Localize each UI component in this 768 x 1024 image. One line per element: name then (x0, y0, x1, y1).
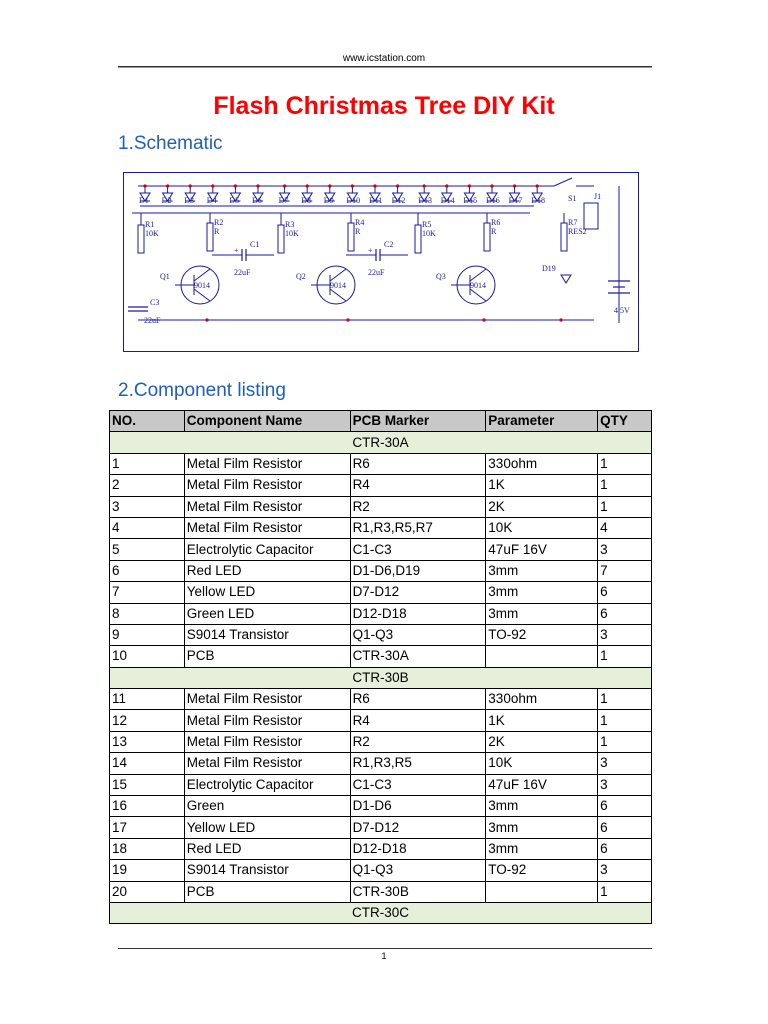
cell-component-name: Metal Film Resistor (184, 517, 350, 538)
schematic-diagram (123, 172, 639, 352)
resistor-label: R4 (355, 218, 365, 227)
cell-component-name: Electrolytic Capacitor (184, 774, 350, 795)
cell-parameter: 3mm (486, 838, 598, 859)
resistor-value: R (214, 227, 220, 236)
led-label: D8 (301, 196, 311, 205)
cell-qty: 1 (598, 689, 652, 710)
cell-parameter: 10K (486, 753, 598, 774)
cell-pcb-marker: D1-D6 (350, 796, 486, 817)
cell-parameter: 1K (486, 475, 598, 496)
cell-qty: 1 (598, 646, 652, 667)
led-label: D15 (463, 196, 478, 205)
transistor-label: Q3 (436, 272, 446, 281)
cell-qty: 1 (598, 453, 652, 474)
cell-component-name: Red LED (184, 838, 350, 859)
schematic-svg (124, 173, 638, 351)
col-header-component-name: Component Name (184, 411, 350, 432)
wire-junction (256, 184, 259, 187)
cell-component-name: Metal Film Resistor (184, 475, 350, 496)
table-row (110, 496, 652, 517)
cell-component-name: S9014 Transistor (184, 624, 350, 645)
cell-pcb-marker: D12-D18 (350, 603, 486, 624)
cell-qty: 3 (598, 774, 652, 795)
cell-parameter: 2K (486, 731, 598, 752)
cell-component-name: Green (184, 796, 350, 817)
cell-qty: 3 (598, 539, 652, 560)
wire-junction (373, 184, 376, 187)
cell-no: 17 (110, 817, 185, 838)
cell-qty: 3 (598, 753, 652, 774)
jack-label: J1 (594, 192, 602, 201)
cell-parameter (486, 646, 598, 667)
led-label: D2 (161, 196, 172, 205)
table-header-row (110, 411, 652, 432)
transistor-collector (470, 269, 486, 281)
col-header-qty: QTY (598, 411, 652, 432)
cell-pcb-marker: R4 (350, 710, 486, 731)
cell-parameter: 3mm (486, 817, 598, 838)
led-label: D18 (531, 196, 545, 205)
header-url: www.icstation.com (342, 53, 426, 64)
col-header-pcb-marker: PCB Marker (350, 411, 486, 432)
table-row (110, 582, 652, 603)
cell-qty: 1 (598, 496, 652, 517)
cell-pcb-marker: Q1-Q3 (350, 860, 486, 881)
transistor-collector (330, 269, 346, 281)
cell-component-name: Metal Film Resistor (184, 753, 350, 774)
led-chain (139, 186, 545, 205)
table-row (110, 646, 652, 667)
cell-qty: 6 (598, 582, 652, 603)
resistor-value: R (355, 227, 361, 236)
capacitor-value: 22uF (144, 316, 161, 325)
page-number: 1 (381, 951, 387, 961)
cell-no: 16 (110, 796, 185, 817)
cell-qty: 1 (598, 475, 652, 496)
cell-component-name: Metal Film Resistor (184, 689, 350, 710)
cell-no: 10 (110, 646, 185, 667)
group-row (110, 432, 652, 453)
cell-component-name: Yellow LED (184, 817, 350, 838)
cell-no: 12 (110, 710, 185, 731)
transistor-collector (194, 269, 210, 281)
led-label: D13 (418, 196, 432, 205)
wire-junction (445, 184, 448, 187)
table-row (110, 539, 652, 560)
cell-parameter: 47uF 16V (486, 539, 598, 560)
led-label: D16 (486, 196, 500, 205)
cell-component-name: Metal Film Resistor (184, 731, 350, 752)
cell-no: 2 (110, 475, 185, 496)
resistor-label: R2 (214, 218, 224, 227)
wire-junction (351, 184, 354, 187)
cell-no: 1 (110, 453, 185, 474)
cell-parameter: 330ohm (486, 453, 598, 474)
wire-junction (211, 184, 214, 187)
resistor-value: RES2 (568, 227, 587, 236)
led-label: D6 (252, 196, 262, 205)
cell-qty: 4 (598, 517, 652, 538)
table-row (110, 881, 652, 902)
cell-pcb-marker: R1,R3,R5 (350, 753, 486, 774)
group-label: CTR-30B (110, 667, 652, 688)
resistor-body (138, 225, 144, 253)
cell-component-name: Green LED (184, 603, 350, 624)
table-row (110, 475, 652, 496)
cell-pcb-marker: CTR-30B (350, 881, 486, 902)
resistor-body (561, 223, 567, 251)
cell-component-name: S9014 Transistor (184, 860, 350, 881)
wire-junction (559, 318, 562, 321)
table-row (110, 624, 652, 645)
indicator-led-symbol (561, 275, 571, 283)
cell-component-name: Electrolytic Capacitor (184, 539, 350, 560)
group-row (110, 667, 652, 688)
battery-label: 4.5V (614, 306, 630, 315)
table-row (110, 453, 652, 474)
resistor-label: R3 (285, 220, 295, 229)
table-row (110, 689, 652, 710)
led-label: D1 (139, 196, 149, 205)
cell-pcb-marker: R2 (350, 731, 486, 752)
col-header-parameter: Parameter (486, 411, 598, 432)
transistor-label: Q1 (160, 272, 170, 281)
wire-junction (328, 184, 331, 187)
cell-parameter: 1K (486, 710, 598, 731)
wire-junction (490, 184, 493, 187)
cell-component-name: PCB (184, 881, 350, 902)
table-row (110, 731, 652, 752)
cell-component-name: Metal Film Resistor (184, 496, 350, 517)
resistor-body (207, 223, 213, 251)
led-label: D12 (391, 196, 406, 205)
cell-qty: 6 (598, 603, 652, 624)
cell-no: 13 (110, 731, 185, 752)
cell-pcb-marker: R6 (350, 453, 486, 474)
resistor-value: 10K (285, 229, 299, 238)
cell-no: 19 (110, 860, 185, 881)
wire-junction (306, 184, 309, 187)
cell-pcb-marker: D7-D12 (350, 817, 486, 838)
cell-no: 6 (110, 560, 185, 581)
resistor-value: R (491, 227, 497, 236)
cell-pcb-marker: C1-C3 (350, 774, 486, 795)
led-label: D17 (508, 196, 523, 205)
capacitor-label: C2 (384, 240, 394, 249)
wire-junction (189, 184, 192, 187)
cell-component-name: Metal Film Resistor (184, 453, 350, 474)
cell-qty: 3 (598, 624, 652, 645)
resistor-label: R7 (568, 218, 578, 227)
cell-parameter: 10K (486, 517, 598, 538)
led-label: D10 (346, 196, 361, 205)
cell-component-name: Red LED (184, 560, 350, 581)
cell-qty: 6 (598, 838, 652, 859)
led-label: D14 (440, 196, 455, 205)
cell-no: 5 (110, 539, 185, 560)
cell-no: 15 (110, 774, 185, 795)
led-label: D3 (184, 196, 194, 205)
table-row (110, 603, 652, 624)
cell-parameter: 2K (486, 496, 598, 517)
table-row (110, 517, 652, 538)
resistor-label: R1 (145, 220, 155, 229)
component-table (109, 410, 652, 924)
cell-pcb-marker: R4 (350, 475, 486, 496)
resistor-label: R5 (422, 220, 432, 229)
capacitor-label: C1 (250, 240, 260, 249)
document-title: Flash Christmas Tree DIY Kit (213, 92, 555, 120)
cell-no: 11 (110, 689, 185, 710)
cell-qty: 6 (598, 796, 652, 817)
led-label: D5 (229, 196, 240, 205)
cell-parameter (486, 881, 598, 902)
footer-divider (118, 948, 652, 949)
indicator-led-label: D19 (542, 264, 556, 273)
header-divider (118, 66, 652, 68)
section-heading-component-listing: 2.Component listing (118, 380, 286, 401)
transistor-model: 9014 (330, 281, 346, 290)
cell-no: 20 (110, 881, 185, 902)
wire-junction (513, 184, 516, 187)
switch-blade (554, 178, 572, 186)
cell-component-name: PCB (184, 646, 350, 667)
resistor-body (278, 225, 284, 253)
cell-parameter: 3mm (486, 603, 598, 624)
resistor-body (348, 223, 354, 251)
capacitor-value: 22uF (368, 268, 385, 277)
led-label: D7 (278, 196, 289, 205)
cell-pcb-marker: D7-D12 (350, 582, 486, 603)
cell-no: 3 (110, 496, 185, 517)
cell-no: 8 (110, 603, 185, 624)
cell-pcb-marker: D12-D18 (350, 838, 486, 859)
cell-no: 4 (110, 517, 185, 538)
transistor-emitter (194, 289, 210, 301)
cell-pcb-marker: Q1-Q3 (350, 624, 486, 645)
col-header-no: NO. (110, 411, 185, 432)
wire-junction (423, 184, 426, 187)
cell-parameter: 3mm (486, 796, 598, 817)
group-label: CTR-30A (110, 432, 652, 453)
cell-component-name: Yellow LED (184, 582, 350, 603)
cell-parameter: TO-92 (486, 624, 598, 645)
wire-junction (234, 184, 237, 187)
cell-no: 14 (110, 753, 185, 774)
table-row (110, 710, 652, 731)
cell-no: 7 (110, 582, 185, 603)
cell-parameter: 330ohm (486, 689, 598, 710)
cell-no: 18 (110, 838, 185, 859)
resistor-body (484, 223, 490, 251)
capacitor-polarity: + (368, 246, 373, 255)
cell-qty: 3 (598, 860, 652, 881)
capacitor-value: 22uF (234, 268, 251, 277)
table-row (110, 817, 652, 838)
wire-junction (143, 184, 146, 187)
wire-junction (166, 184, 169, 187)
cell-pcb-marker: CTR-30A (350, 646, 486, 667)
resistor-value: 10K (145, 229, 159, 238)
group-row (110, 902, 652, 923)
cell-pcb-marker: R6 (350, 689, 486, 710)
cell-qty: 7 (598, 560, 652, 581)
table-row (110, 838, 652, 859)
cell-qty: 6 (598, 817, 652, 838)
cell-qty: 1 (598, 731, 652, 752)
capacitor-label: C3 (150, 298, 160, 307)
cell-qty: 1 (598, 881, 652, 902)
led-label: D11 (369, 196, 383, 205)
transistor-emitter (330, 289, 346, 301)
wire-junction (482, 318, 485, 321)
resistor-label: R6 (491, 218, 501, 227)
capacitor-polarity: + (234, 246, 239, 255)
cell-pcb-marker: C1-C3 (350, 539, 486, 560)
transistor-label: Q2 (296, 272, 306, 281)
table-row (110, 774, 652, 795)
cell-pcb-marker: R1,R3,R5,R7 (350, 517, 486, 538)
transistor-model: 9014 (470, 281, 486, 290)
transistor-emitter (470, 289, 486, 301)
table-row (110, 796, 652, 817)
led-label: D4 (206, 196, 217, 205)
section-heading-schematic: 1.Schematic (118, 133, 223, 154)
switch-label: S1 (568, 194, 577, 203)
table-row (110, 860, 652, 881)
table-row (110, 753, 652, 774)
group-label: CTR-30C (110, 902, 652, 923)
jack-body (584, 203, 598, 229)
wire-junction (205, 318, 208, 321)
cell-parameter: 3mm (486, 582, 598, 603)
cell-pcb-marker: D1-D6,D19 (350, 560, 486, 581)
wire-junction (468, 184, 471, 187)
cell-parameter: 3mm (486, 560, 598, 581)
transistor-model: 9014 (194, 281, 210, 290)
cell-no: 9 (110, 624, 185, 645)
led-label: D9 (323, 196, 334, 205)
cell-parameter: 47uF 16V (486, 774, 598, 795)
cell-qty: 1 (598, 710, 652, 731)
cell-parameter: TO-92 (486, 860, 598, 881)
wire-junction (283, 184, 286, 187)
resistor-value: 10K (422, 229, 436, 238)
table-row (110, 560, 652, 581)
resistor-body (415, 225, 421, 253)
wire-junction (396, 184, 399, 187)
wire-junction (346, 318, 349, 321)
cell-component-name: Metal Film Resistor (184, 710, 350, 731)
wire-junction (536, 184, 539, 187)
cell-pcb-marker: R2 (350, 496, 486, 517)
